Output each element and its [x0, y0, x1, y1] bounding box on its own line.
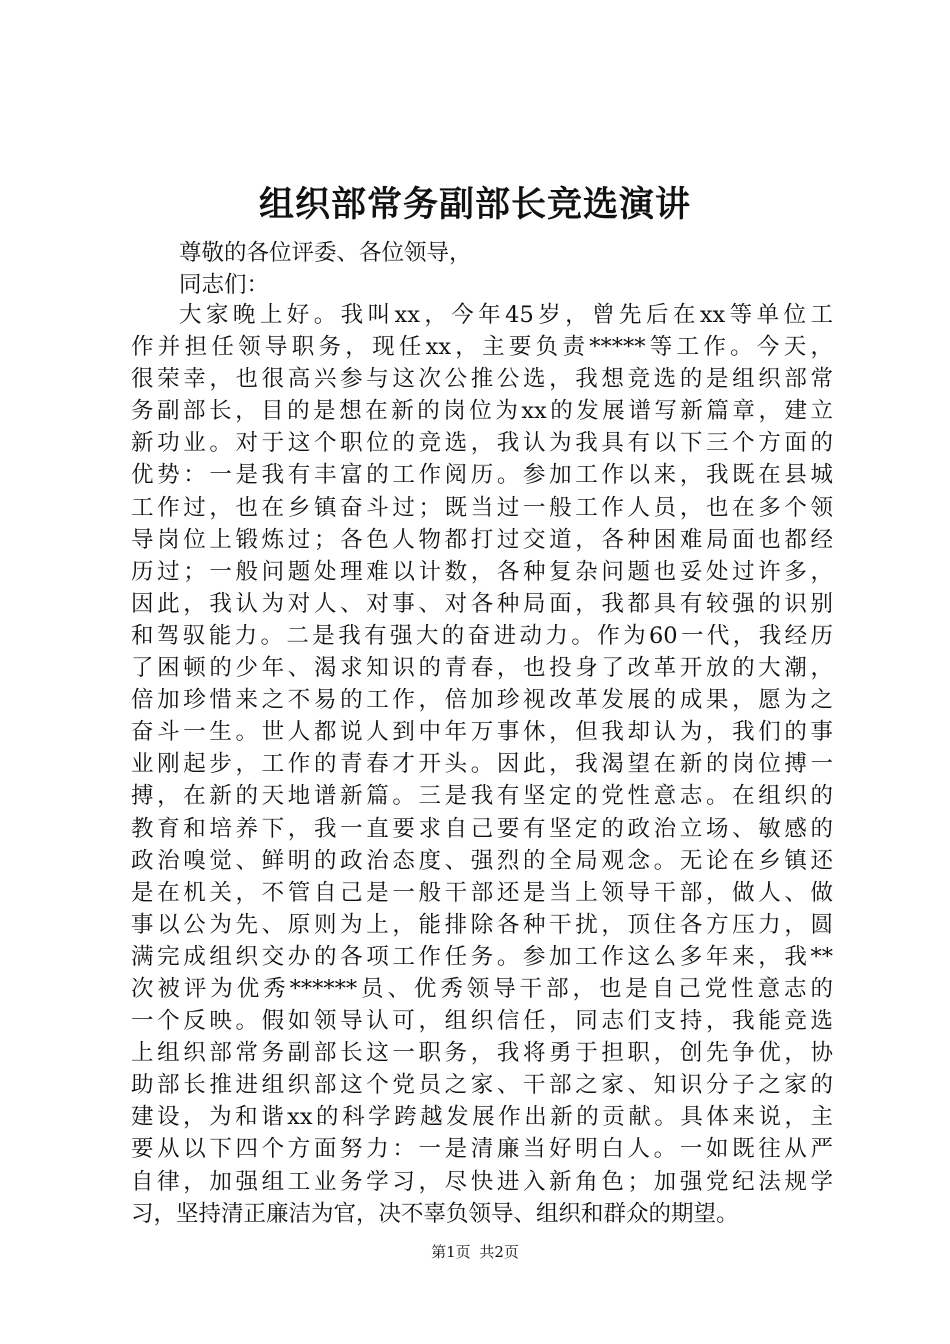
- paragraph-line: 业刚起步，工作的青春才开头。因此，我渴望在新的岗位搏一: [131, 751, 833, 778]
- page-number: 第1页: [431, 1243, 471, 1261]
- paragraph-line: 新功业。对于这个职位的竞选，我认为我具有以下三个方面的: [131, 430, 833, 457]
- paragraph-line: 很荣幸，也很高兴参与这次公推公选，我想竞选的是组织部常: [131, 366, 833, 393]
- paragraph-line: 上组织部常务副部长这一职务，我将勇于担职，创先争优，协: [131, 1040, 833, 1067]
- paragraph-line: 助部长推进组织部这个党员之家、干部之家、知识分子之家的: [131, 1072, 833, 1099]
- paragraph-line: 大家晚上好。我叫xx，今年45岁，曾先后在xx等单位工: [179, 302, 833, 328]
- paragraph-line: 教育和培养下，我一直要求自己要有坚定的政治立场、敏感的: [131, 815, 833, 842]
- paragraph-line: 倍加珍惜来之不易的工作，倍加珍视改革发展的成果，愿为之: [131, 687, 833, 714]
- paragraph-line: 和驾驭能力。二是我有强大的奋进动力。作为60一代，我经历: [131, 622, 833, 649]
- document-title: 组织部常务副部长竞选演讲: [258, 184, 691, 225]
- salutation-comrades: 同志们：: [179, 272, 270, 298]
- paragraph-line: 作并担任领导职务，现任xx，主要负责*****等工作。今天，: [131, 334, 833, 361]
- paragraph-line: 因此，我认为对人、对事、对各种局面，我都具有较强的识别: [131, 590, 833, 617]
- paragraph-line: 习，坚持清正廉洁为官，决不辜负领导、组织和群众的期望。: [131, 1200, 739, 1227]
- paragraph-line: 了困顿的少年、渴求知识的青春，也投身了改革开放的大潮，: [131, 655, 833, 682]
- paragraph-line: 工作过，也在乡镇奋斗过；既当过一般工作人员，也在多个领: [131, 494, 833, 521]
- paragraph-line: 一个反映。假如领导认可，组织信任，同志们支持，我能竞选: [131, 1008, 833, 1035]
- page-footer: [0, 1241, 950, 1263]
- paragraph-line: 搏，在新的天地谱新篇。三是我有坚定的党性意志。在组织的: [131, 783, 833, 810]
- salutation-judges: 尊敬的各位评委、各位领导，: [179, 240, 472, 266]
- speech-body: [131, 299, 833, 1230]
- paragraph-line: 优势：一是我有丰富的工作阅历。参加工作以来，我既在县城: [131, 462, 833, 489]
- paragraph-line: 次被评为优秀******员、优秀领导干部，也是自己党性意志的: [131, 975, 833, 1002]
- paragraph-line: 要从以下四个方面努力：一是清廉当好明白人。一如既往从严: [131, 1136, 833, 1163]
- paragraph-line: 导岗位上锻炼过；各色人物都打过交道，各种困难局面也都经: [131, 526, 833, 553]
- paragraph-line: 事以公为先、原则为上，能排除各种干扰，顶住各方压力，圆: [131, 911, 833, 938]
- paragraph-line: 自律，加强组工业务学习，尽快进入新角色；加强党纪法规学: [131, 1168, 833, 1195]
- paragraph-line: 是在机关，不管自己是一般干部还是当上领导干部，做人、做: [131, 879, 833, 906]
- paragraph-line: 务副部长，目的是想在新的岗位为xx的发展谱写新篇章，建立: [131, 398, 833, 425]
- paragraph-line: 奋斗一生。世人都说人到中年万事休，但我却认为，我们的事: [131, 719, 833, 746]
- page-total: 共2页: [479, 1243, 519, 1261]
- paragraph-line: 满完成组织交办的各项工作任务。参加工作这么多年来，我**: [131, 943, 833, 970]
- paragraph-line: 建设，为和谐xx的科学跨越发展作出新的贡献。具体来说，主: [131, 1104, 833, 1131]
- paragraph-line: 政治嗅觉、鲜明的政治态度、强烈的全局观念。无论在乡镇还: [131, 847, 833, 874]
- paragraph-line: 历过；一般问题处理难以计数，各种复杂问题也妥处过许多，: [131, 558, 833, 585]
